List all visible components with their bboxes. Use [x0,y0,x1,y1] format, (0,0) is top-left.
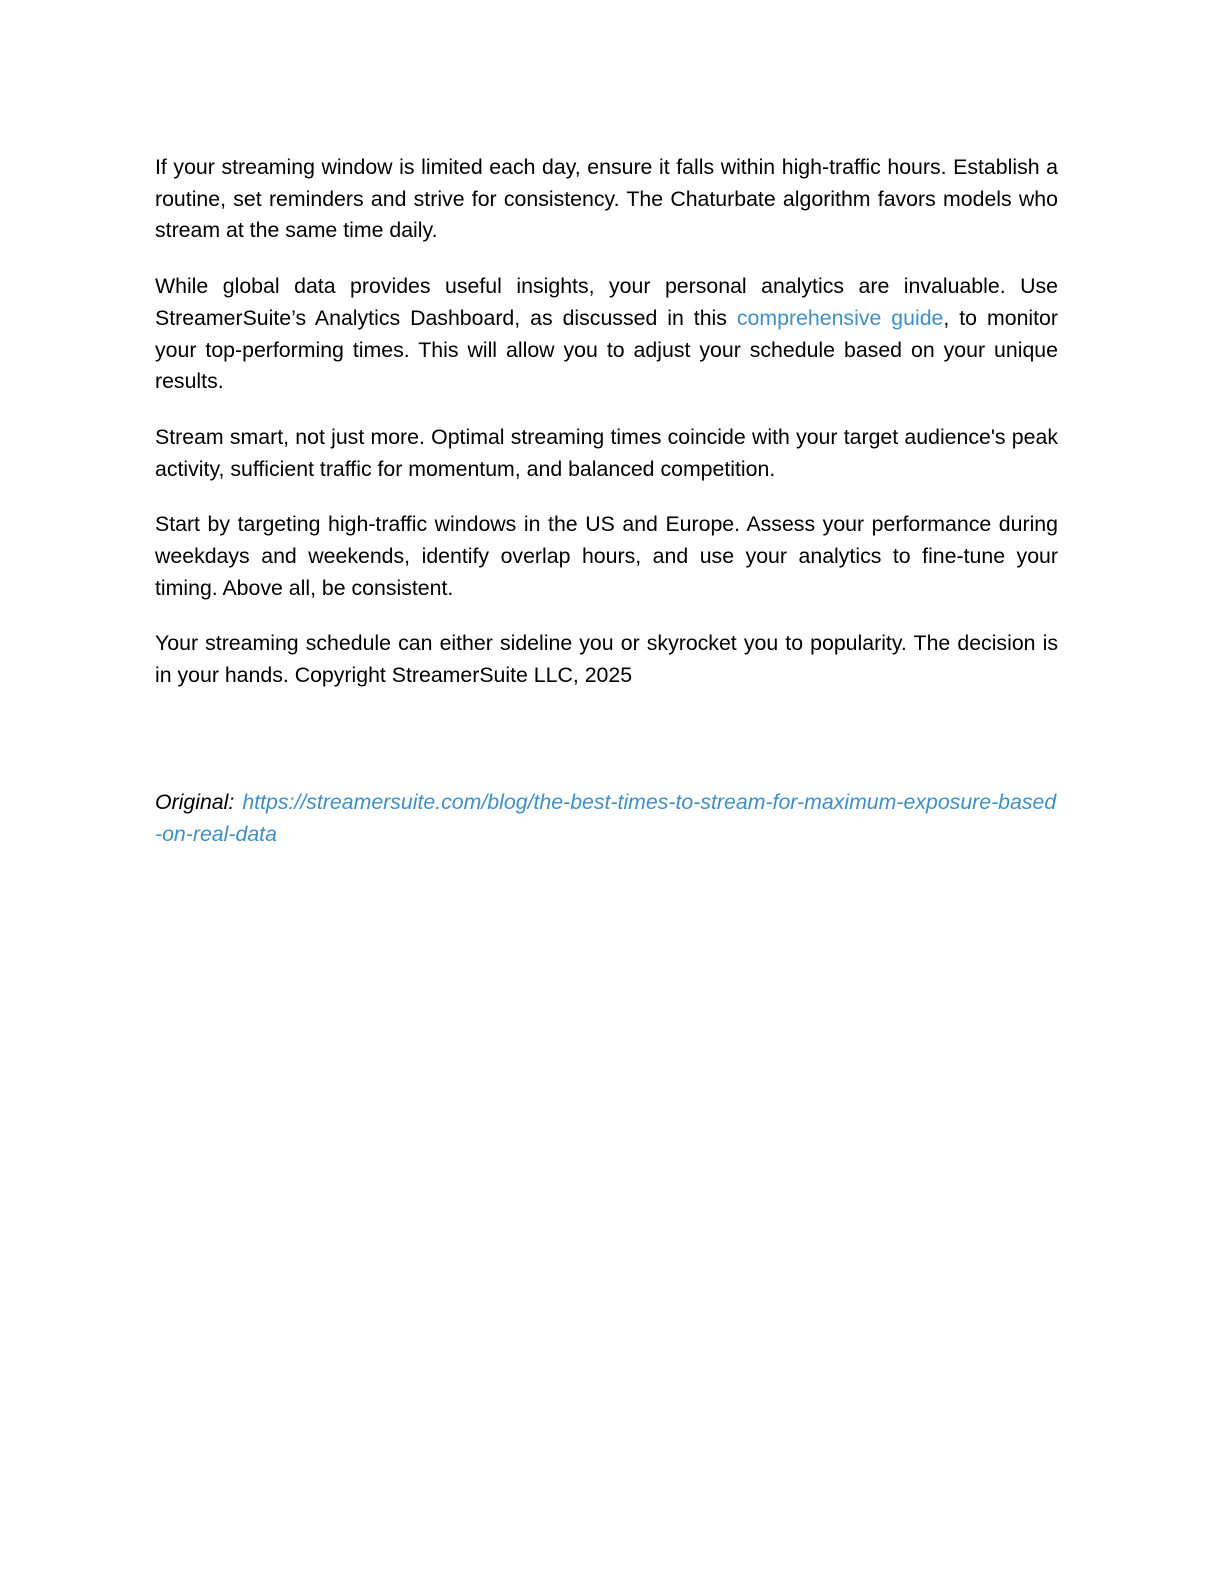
paragraph-conclusion-copyright: Your streaming schedule can either sideline you or skyrocket you to popularity. The decision is in your hands. Copyright StreamerSuite LLC, 2025 [155,631,1058,688]
paragraph-high-traffic-windows: Start by targeting high-traffic windows in the US and Europe. Assess your performance during weekdays and weekends, identify overlap hours, and use your analytics to fine-tune your timing. Above all, be consistent. [155,512,1058,600]
paragraph-analytics-text-after: , to monitor your top-performing times. This will allow you to adjust your schedule based on your unique results. [155,305,1058,394]
comprehensive-guide-link[interactable]: comprehensive guide [736,305,944,330]
document-body [155,152,1058,716]
original-source-line [155,787,1060,850]
paragraph-personal-analytics [155,271,1058,398]
paragraph-stream-smart: Stream smart, not just more. Optimal streaming times coincide with your target audience's peak activity, sufficient traffic for momentum, and balanced competition. [155,424,1058,481]
paragraph-analytics-text-before: While global data provides useful insights, your personal analytics are invaluable. Use StreamerSuite’s Analytics Dashboard, as discussed in this [155,274,1058,330]
paragraph-streaming-window: If your streaming window is limited each day, ensure it falls within high-traffic hours. Establish a routine, set reminders and strive for consistency. The Chaturbate algorithm favors models who stream at the same time daily. [155,155,1058,243]
original-label: Original: [155,790,235,814]
original-url-link[interactable]: https://streamersuite.com/blog/the-best-times-to-stream-for-maximum-exposure-based-on-real-data [155,790,1057,846]
